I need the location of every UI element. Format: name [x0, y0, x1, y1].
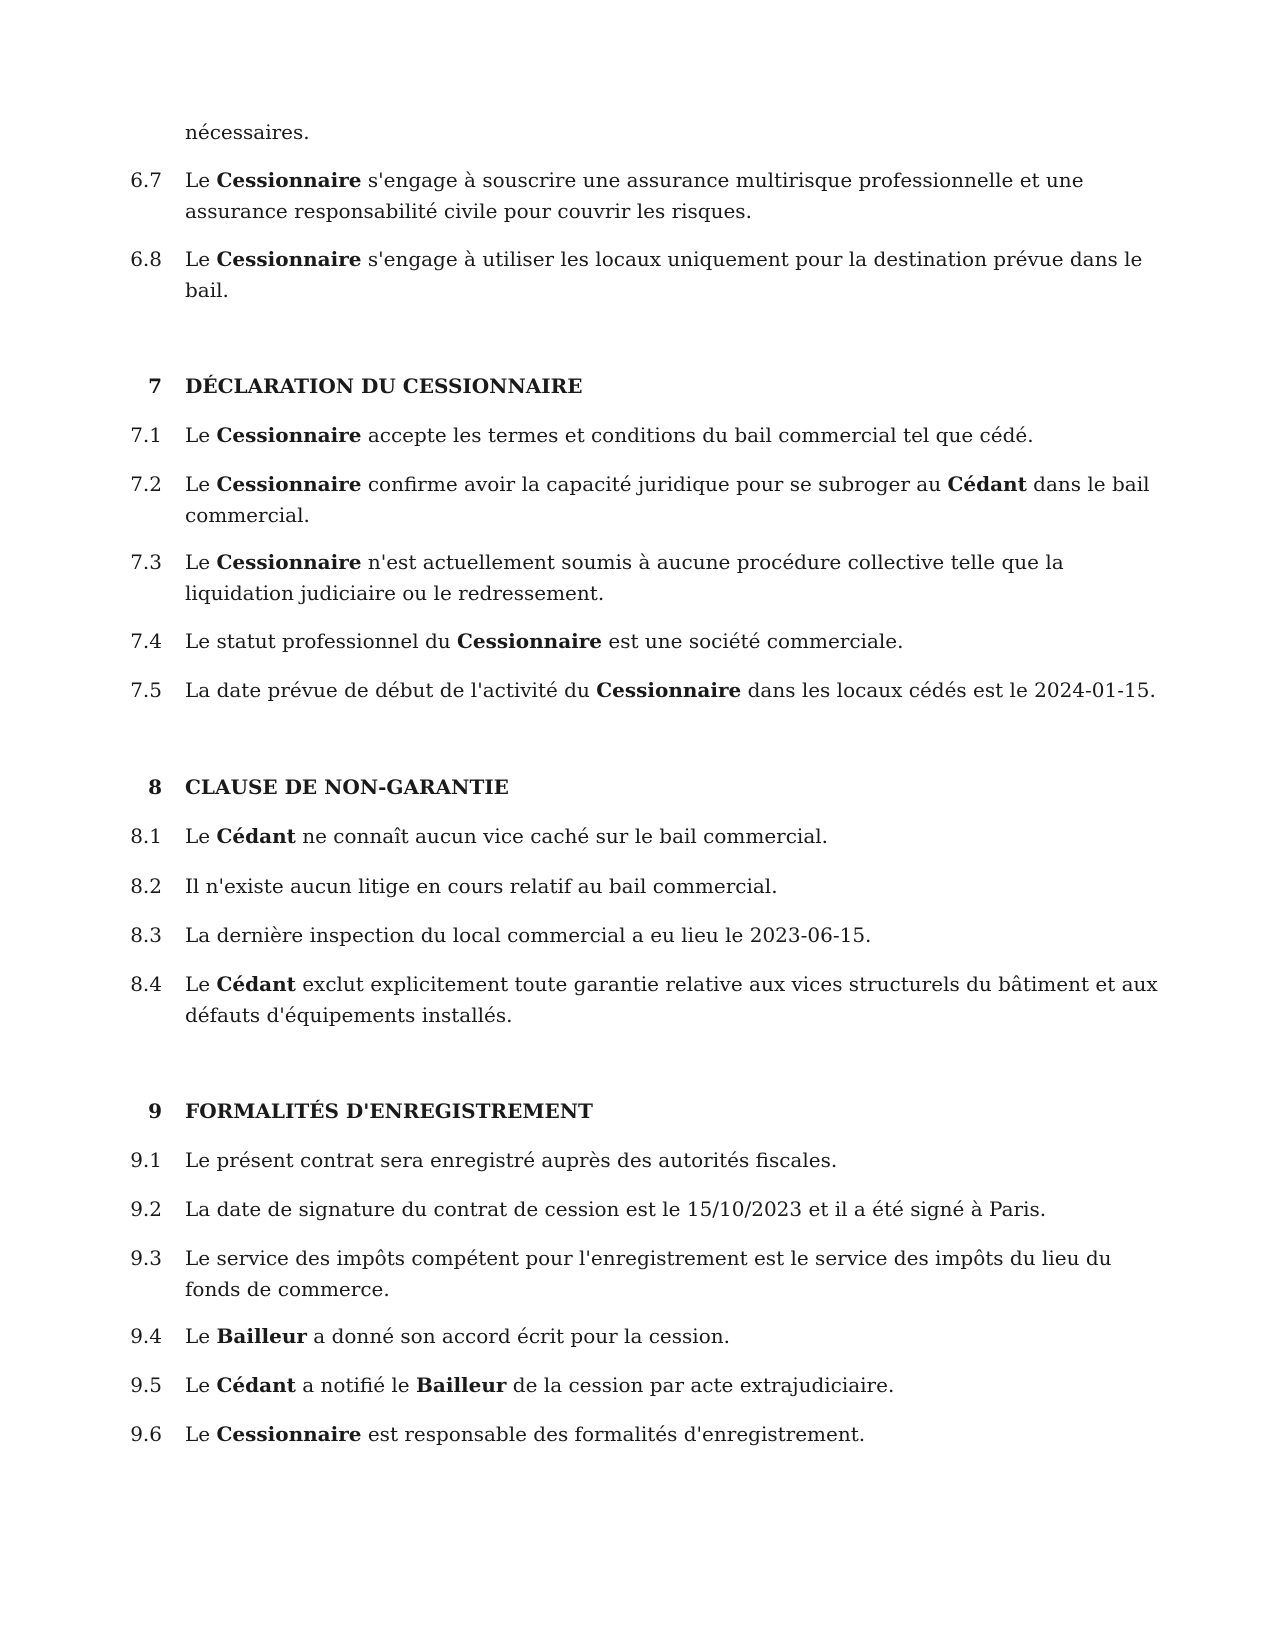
- defined-term: Cédant: [947, 472, 1027, 496]
- clause-number: 8.4: [130, 972, 162, 996]
- text-segment: s'engage à utiliser les locaux uniquement pour la destination prévue dans le: [361, 247, 1143, 271]
- clause-number: 9.4: [130, 1324, 162, 1348]
- text-segment: assurance responsabilité civile pour couvrir les risques.: [185, 199, 752, 223]
- text-segment: Le: [185, 472, 217, 496]
- defined-term: Cédant: [216, 1373, 296, 1397]
- defined-term: Bailleur: [216, 1324, 307, 1348]
- text-segment: accepte les termes et conditions du bail commercial tel que cédé.: [361, 423, 1034, 447]
- clause-item: [0, 626, 1275, 657]
- section-heading: [0, 371, 1275, 402]
- clause-item: [0, 1419, 1275, 1450]
- text-line: [185, 1274, 1117, 1305]
- clause-item: [0, 1370, 1275, 1401]
- text-line: [185, 500, 1117, 531]
- text-line: [185, 1194, 1117, 1225]
- clause-item: [0, 969, 1275, 1031]
- text-line: [185, 165, 1117, 196]
- text-segment: La dernière inspection du local commercial a eu lieu le 2023-06-15.: [185, 923, 872, 947]
- text-segment: Le: [185, 247, 217, 271]
- text-line: [185, 675, 1156, 706]
- defined-term: Cessionnaire: [216, 1422, 362, 1446]
- text-line: [185, 1243, 1117, 1274]
- text-line: [185, 1370, 1117, 1401]
- defined-term: Cédant: [216, 824, 296, 848]
- clause-number: 9.1: [130, 1148, 162, 1172]
- text-segment: Le: [185, 1422, 217, 1446]
- text-line: [185, 626, 1117, 657]
- clause-text: [185, 1243, 1117, 1305]
- defined-term: Cessionnaire: [457, 629, 603, 653]
- clause-item: [0, 1145, 1275, 1176]
- text-line: [185, 244, 1143, 275]
- text-line: [185, 772, 1117, 803]
- clause-number: 9.6: [130, 1422, 162, 1446]
- defined-term: Bailleur: [415, 1373, 507, 1397]
- clause-item: [0, 821, 1275, 852]
- text-segment: Le statut professionnel du: [185, 629, 458, 653]
- text-segment: liquidation judiciaire ou le redressement.: [185, 581, 605, 605]
- clause-item: [0, 871, 1275, 902]
- text-segment: Le: [185, 168, 217, 192]
- clause-item: [0, 547, 1275, 609]
- text-segment: CLAUSE DE NON-GARANTIE: [185, 775, 509, 799]
- clause-number: 7.2: [130, 472, 162, 496]
- text-segment: bail.: [185, 278, 229, 302]
- continuation-paragraph: [0, 117, 1275, 148]
- text-segment: dans le bail: [1026, 472, 1150, 496]
- clause-text: [185, 675, 1156, 706]
- text-segment: de la cession par acte extrajudiciaire.: [506, 1373, 895, 1397]
- clause-item: [0, 244, 1275, 306]
- text-segment: Le: [185, 1324, 217, 1348]
- paragraph-number: [0, 117, 185, 148]
- clause-text: [185, 1419, 1117, 1450]
- clause-number: 8.2: [130, 874, 162, 898]
- text-segment: Le: [185, 550, 217, 574]
- clause-number: 7.4: [130, 629, 162, 653]
- clause-text: [185, 1321, 1117, 1352]
- clause-number: 9.5: [130, 1373, 162, 1397]
- text-segment: Le: [185, 1373, 217, 1397]
- text-segment: défauts d'équipements installés.: [185, 1003, 513, 1027]
- text-segment: est responsable des formalités d'enregistrement.: [361, 1422, 866, 1446]
- text-segment: exclut explicitement toute garantie relative aux vices structurels du bâtiment et aux: [295, 972, 1158, 996]
- section-number: 8: [148, 775, 162, 799]
- text-line: [185, 371, 1117, 402]
- clause-text: [185, 626, 1117, 657]
- clause-number: 6.8: [130, 247, 162, 271]
- text-segment: Le présent contrat sera enregistré auprès des autorités fiscales.: [185, 1148, 838, 1172]
- clause-number: 8.1: [130, 824, 162, 848]
- clause-number: 7.1: [130, 423, 162, 447]
- defined-term: Cessionnaire: [216, 423, 362, 447]
- clause-item: [0, 1194, 1275, 1225]
- text-segment: est une société commerciale.: [602, 629, 904, 653]
- clause-text: [185, 969, 1158, 1031]
- text-line: [185, 1419, 1117, 1450]
- section-title: [185, 1096, 1117, 1127]
- text-line: [185, 821, 1117, 852]
- text-line: [185, 969, 1158, 1000]
- clause-text: [185, 1145, 1117, 1176]
- text-line: [185, 920, 1117, 951]
- clause-number: 9.2: [130, 1197, 162, 1221]
- text-segment: ne connaît aucun vice caché sur le bail commercial.: [295, 824, 828, 848]
- text-segment: Le: [185, 824, 217, 848]
- text-segment: n'est actuellement soumis à aucune procédure collective telle que la: [361, 550, 1064, 574]
- clause-text: [185, 547, 1117, 609]
- text-line: [185, 578, 1117, 609]
- text-line: [185, 196, 1117, 227]
- text-segment: fonds de commerce.: [185, 1277, 390, 1301]
- section-number: 7: [148, 374, 162, 398]
- clause-number: 9.3: [130, 1246, 162, 1270]
- text-segment: Le: [185, 423, 217, 447]
- text-line: [185, 1000, 1117, 1031]
- text-segment: dans les locaux cédés est le 2024-01-15.: [741, 678, 1156, 702]
- section-number: 9: [148, 1099, 162, 1123]
- clause-number: 6.7: [130, 168, 162, 192]
- text-segment: a notifié le: [295, 1373, 416, 1397]
- text-line: [185, 1096, 1117, 1127]
- text-segment: s'engage à souscrire une assurance multirisque professionnelle et une: [361, 168, 1084, 192]
- text-segment: Il n'existe aucun litige en cours relatif au bail commercial.: [185, 874, 778, 898]
- text-line: [185, 1321, 1117, 1352]
- clause-item: [0, 1243, 1275, 1305]
- defined-term: Cessionnaire: [596, 678, 742, 702]
- clause-text: [185, 821, 1117, 852]
- defined-term: Cessionnaire: [216, 247, 362, 271]
- clause-text: [185, 920, 1117, 951]
- text-segment: La date de signature du contrat de cession est le 15/10/2023 et il a été signé à Paris.: [185, 1197, 1047, 1221]
- paragraph-text: nécessaires.: [185, 120, 310, 144]
- clause-item: [0, 675, 1275, 706]
- clause-text: [185, 244, 1143, 306]
- defined-term: Cessionnaire: [216, 550, 362, 574]
- clause-text: [185, 871, 1117, 902]
- text-line: [185, 547, 1117, 578]
- text-segment: commercial.: [185, 503, 310, 527]
- text-segment: confirme avoir la capacité juridique pour se subroger au: [361, 472, 948, 496]
- clause-text: [185, 420, 1117, 451]
- text-segment: FORMALITÉS D'ENREGISTREMENT: [185, 1099, 593, 1123]
- text-segment: a donné son accord écrit pour la cession.: [306, 1324, 730, 1348]
- clause-text: [185, 1194, 1117, 1225]
- section-title: [185, 772, 1117, 803]
- section-heading: [0, 772, 1275, 803]
- text-line: [185, 420, 1117, 451]
- clause-item: [0, 1321, 1275, 1352]
- defined-term: Cédant: [216, 972, 296, 996]
- text-segment: La date prévue de début de l'activité du: [185, 678, 597, 702]
- text-line: [185, 871, 1117, 902]
- section-heading: [0, 1096, 1275, 1127]
- clause-number: 7.5: [130, 678, 162, 702]
- text-line: [185, 275, 1117, 306]
- defined-term: Cessionnaire: [216, 168, 362, 192]
- clause-text: [185, 469, 1150, 531]
- text-line: [185, 1145, 1117, 1176]
- clause-text: [185, 165, 1117, 227]
- clause-item: [0, 420, 1275, 451]
- clause-item: [0, 469, 1275, 531]
- clause-number: 8.3: [130, 923, 162, 947]
- text-segment: DÉCLARATION DU CESSIONNAIRE: [185, 374, 583, 398]
- clause-text: [185, 1370, 1117, 1401]
- section-title: [185, 371, 1117, 402]
- clause-number: 7.3: [130, 550, 162, 574]
- text-segment: Le: [185, 972, 217, 996]
- clause-item: [0, 920, 1275, 951]
- defined-term: Cessionnaire: [216, 472, 362, 496]
- text-line: [185, 469, 1150, 500]
- clause-item: [0, 165, 1275, 227]
- text-segment: Le service des impôts compétent pour l'enregistrement est le service des impôts du lieu du: [185, 1246, 1112, 1270]
